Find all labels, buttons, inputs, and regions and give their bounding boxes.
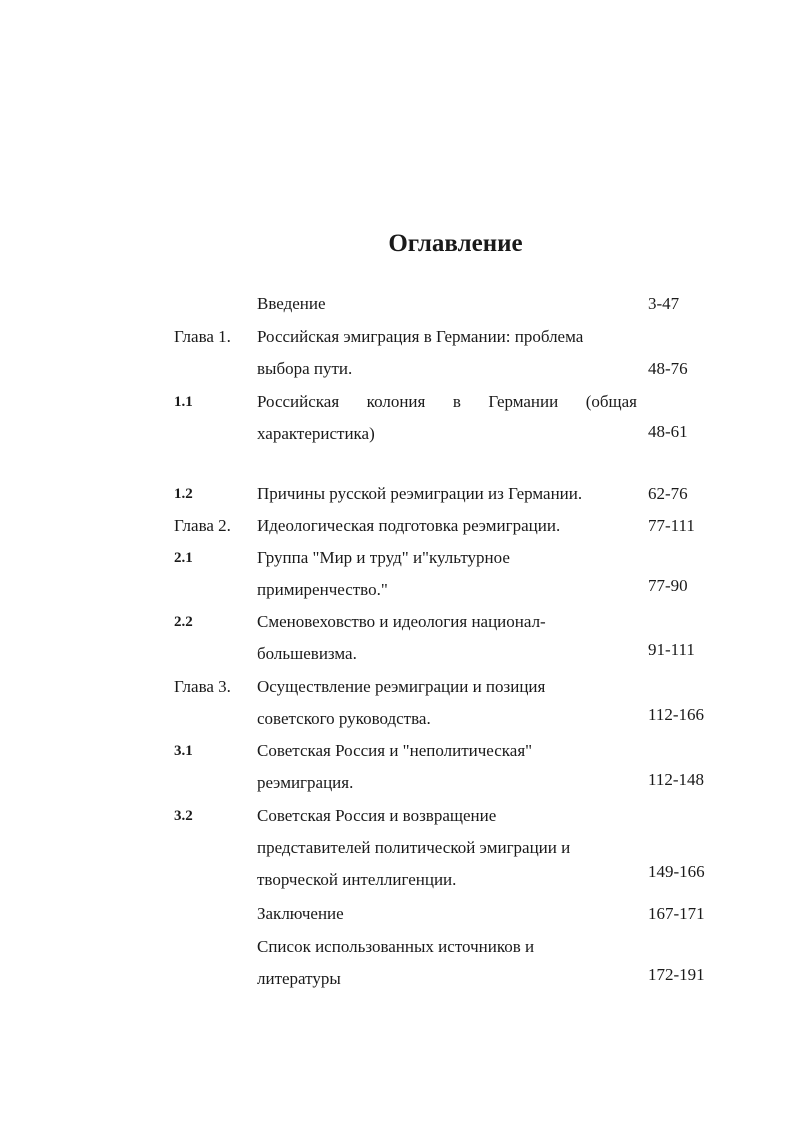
toc-line: Введение — [257, 294, 326, 313]
toc-label: 2.2 — [174, 614, 193, 630]
toc-page-range: 112-166 — [648, 705, 705, 724]
toc-line: примиренчество." — [257, 580, 388, 599]
toc-label: 3.1 — [174, 743, 193, 759]
toc-line: Советская Россия и возвращение — [257, 806, 497, 825]
toc-page-range: 3-47 — [648, 294, 680, 313]
toc-entry-text — [257, 321, 637, 385]
toc-entry-text — [257, 510, 637, 542]
toc-page-range: 62-76 — [648, 484, 688, 503]
toc-label: Глава 1. — [174, 327, 231, 346]
toc-entry-text — [257, 606, 637, 670]
toc-line: литературы — [257, 969, 341, 988]
toc-line: Список использованных источников и — [257, 937, 535, 956]
page-title: Оглавление — [388, 230, 523, 257]
toc-page-range: 172-191 — [648, 965, 705, 984]
toc-entry-text — [257, 931, 637, 995]
toc-page-range: 91-111 — [648, 640, 695, 659]
toc-line: Российская эмиграция в Германии: проблема — [257, 327, 584, 346]
toc-line: большевизма. — [257, 644, 357, 663]
toc-label: 3.2 — [174, 808, 193, 824]
toc-line: Советская Россия и "неполитическая" — [257, 741, 533, 760]
toc-line: Идеологическая подготовка реэмиграции. — [257, 516, 561, 535]
toc-line: Осуществление реэмиграции и позиция — [257, 677, 546, 696]
toc-label: 2.1 — [174, 550, 193, 566]
toc-label: Глава 2. — [174, 516, 231, 535]
toc-page-range: 112-148 — [648, 770, 705, 789]
toc-entry-text — [257, 898, 637, 930]
toc-entry-text — [257, 735, 637, 799]
toc-line: реэмиграция. — [257, 773, 354, 792]
toc-line: выбора пути. — [257, 359, 353, 378]
toc-line: Российская колония в Германии (общая — [257, 392, 637, 411]
toc-line: характеристика) — [257, 424, 375, 443]
toc-label: Глава 3. — [174, 677, 231, 696]
toc-line: Сменовеховство и идеология национал- — [257, 612, 546, 631]
toc-entry-text — [257, 478, 637, 510]
toc-label: 1.1 — [174, 394, 193, 410]
toc-line: творческой интеллигенции. — [257, 870, 457, 889]
toc-page-range: 77-111 — [648, 516, 695, 535]
toc-line: Группа "Мир и труд" и"культурное — [257, 548, 510, 567]
toc-line: Причины русской реэмиграции из Германии. — [257, 484, 583, 503]
toc-page-range: 77-90 — [648, 576, 688, 595]
toc-entry-text — [257, 671, 637, 735]
toc-line: Заключение — [257, 904, 344, 923]
toc-label: 1.2 — [174, 486, 193, 502]
toc-entry-text — [257, 386, 637, 450]
toc-page-range: 167-171 — [648, 904, 705, 923]
toc-entry-text — [257, 800, 637, 896]
toc-page-range: 48-61 — [648, 422, 688, 441]
toc-entry-text — [257, 542, 637, 606]
toc-page-range: 48-76 — [648, 359, 688, 378]
toc-line: советского руководства. — [257, 709, 431, 728]
toc-entry-text — [257, 288, 637, 320]
toc-line: представителей политической эмиграции и — [257, 838, 571, 857]
toc-page-range: 149-166 — [648, 862, 705, 881]
